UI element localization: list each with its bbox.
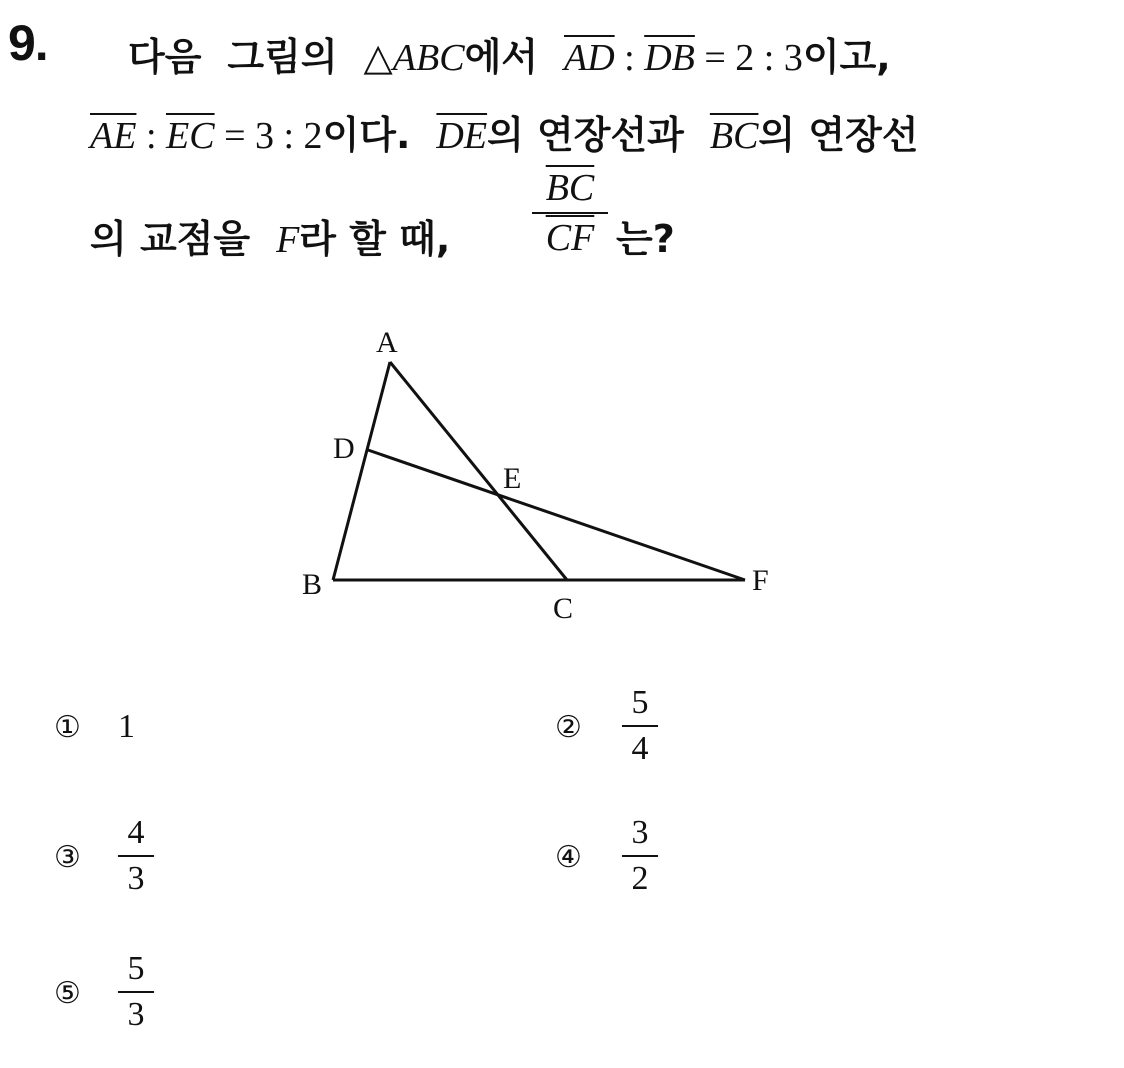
option-3-number[interactable]: ③ [54,840,81,875]
ratio-value: = 2 : 3 [704,37,803,79]
word: 의 연장선 [758,113,919,157]
word: 에서 [464,35,538,79]
label-e: E [503,462,522,495]
segment-bc: $\overline{BC}$ [709,115,759,157]
segment-ec: $\overline{EC}$ [166,115,215,157]
label-c: C [553,592,574,625]
label-f: F [752,564,769,597]
option-1-number[interactable]: ① [54,710,81,745]
option-5-denominator: 3 [127,996,145,1033]
option-2-fraction[interactable] [622,684,658,768]
point-f: F [276,219,300,261]
word: 다음 [128,35,202,79]
option-1-value[interactable]: 1 [118,708,135,745]
word: 의 교점을 [90,217,251,261]
fraction-numerator: $\overline{BC}$ [545,167,595,209]
ratio-colon: : [624,37,635,79]
fraction-bar [622,725,658,727]
option-4-denominator: 2 [631,860,649,897]
ratio-value: = 3 : 2 [224,115,323,157]
option-4-number[interactable]: ④ [555,840,582,875]
triangle-name: ABC [392,37,465,79]
ratio-colon: : [145,115,157,157]
segment-ac-line [390,362,567,580]
segment-db: $\overline{DB}$ [644,37,695,79]
fraction-denominator: CF [545,217,595,259]
question-tail: 는? [616,217,675,261]
label-b: B [302,568,323,601]
segment-ab-line [333,362,390,580]
triangle-symbol: △ [363,37,393,79]
option-3-numerator: 4 [127,814,145,851]
segment-ae: $\overline{AE}$ [90,115,137,157]
word: 그림의 [227,35,338,79]
option-2-denominator: 4 [631,730,649,767]
option-5-fraction[interactable] [118,950,154,1034]
word: 라 할 때, [299,217,451,261]
word: 이고, [802,35,891,79]
label-d: D [333,432,355,465]
segment-ad: $\overline{AD}$ [563,37,615,79]
option-5-numerator: 5 [127,950,145,987]
segment-de: $\overline{DE}$ [436,115,488,157]
option-3-fraction[interactable] [118,814,154,898]
question-number: 9. [8,15,48,71]
fraction-bar [118,991,154,993]
option-2-numerator: 5 [631,684,649,721]
option-4-numerator: 3 [631,814,649,851]
word: 이다. [322,113,411,157]
option-3-denominator: 3 [127,860,145,897]
option-2-number[interactable]: ② [555,710,582,745]
fraction-bar [118,855,154,857]
word: 의 연장선과 [487,113,684,157]
label-a: A [376,326,398,359]
option-5-number[interactable]: ⑤ [54,976,81,1011]
fraction-bar [622,855,658,857]
option-4-fraction[interactable] [622,814,658,898]
segment-df-line [368,450,745,580]
